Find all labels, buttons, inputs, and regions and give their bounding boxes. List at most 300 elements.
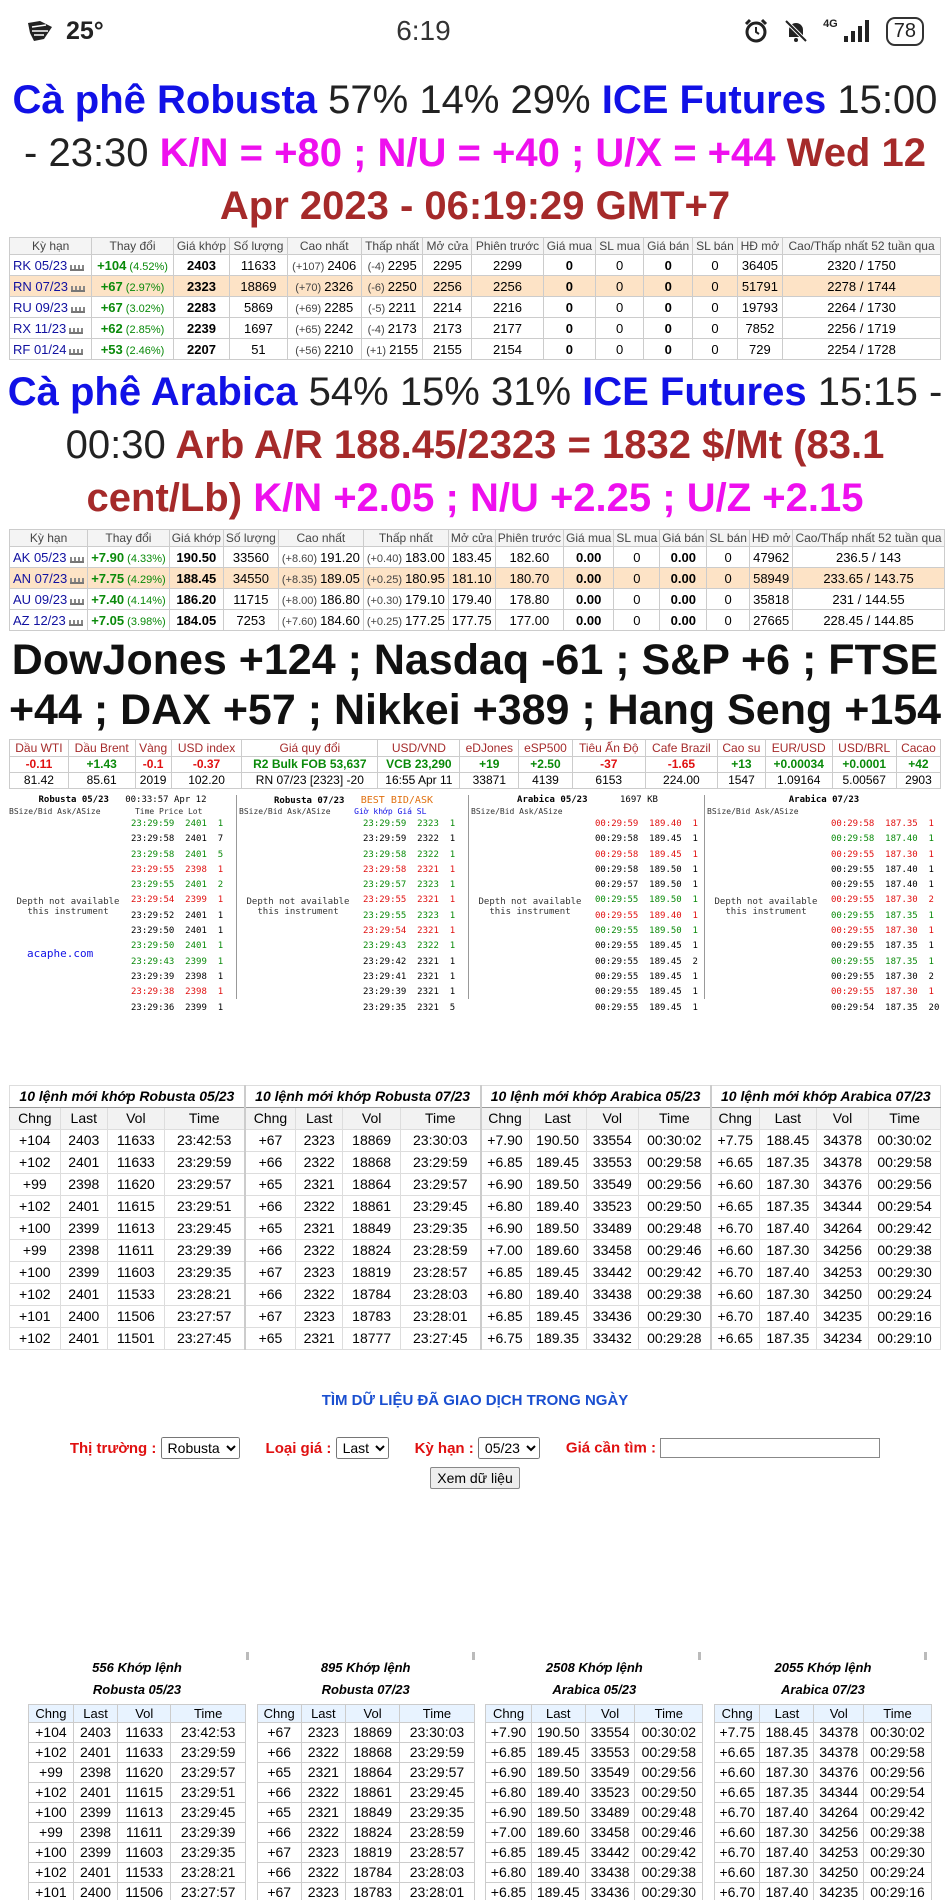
trade-count: 2508 Khớp lệnh [545, 1660, 643, 1675]
robusta-date: Wed 12 Apr 2023 - 06:19:29 GMT+7 [219, 131, 926, 228]
trade-cell: +6.85 [486, 1883, 531, 1900]
arabica-pct-down: 31% [490, 370, 572, 414]
trades-col-header: Last [296, 1108, 343, 1130]
open: 181.10 [448, 568, 495, 589]
contract-code: RN 07/23 [13, 278, 68, 294]
trade-cell: 34344 [814, 1783, 864, 1803]
bbo-robusta-0523 [9, 795, 237, 1013]
price-type-select[interactable] [336, 1437, 389, 1459]
alarm-icon [743, 18, 769, 44]
volume: 33560 [223, 547, 278, 568]
trade-cell: 00:29:42 [864, 1803, 932, 1823]
col-header: Time [171, 1705, 246, 1723]
ask-size: 0 [693, 297, 737, 318]
high-cell [287, 297, 361, 318]
chart-icon[interactable] [71, 282, 85, 292]
world-indices: DowJones +124 ; Nasdaq -61 ; S&P +6 ; FTSE +44 ; DAX +57 ; Nikkei +389 ; Hang Seng +154 [8, 636, 942, 734]
divider-mark [246, 1652, 249, 1660]
trade-cell: 2399 [73, 1803, 117, 1823]
trade-count: 2055 Khớp lệnh [774, 1660, 872, 1675]
trade-cell: +6.65 [714, 1743, 759, 1763]
contract-symbol[interactable] [10, 547, 88, 568]
trade-cell: 189.45 [531, 1743, 585, 1763]
tick-row: 00:29:55 189.50 1 [595, 895, 698, 906]
col-header: Chng [29, 1705, 74, 1723]
prev-close: 2154 [472, 339, 543, 360]
trade-row [714, 1783, 931, 1803]
tick-row: 23:29:59 2322 1 [363, 834, 456, 845]
trade-cell: 23:28:57 [400, 1843, 474, 1863]
trade-cell: 00:29:56 [635, 1763, 703, 1783]
trade-cell: 189.40 [529, 1196, 586, 1218]
trade-row [486, 1783, 703, 1803]
trade-cell: 23:29:59 [401, 1152, 481, 1174]
trade-cell: 00:29:16 [869, 1306, 941, 1328]
tick-row: 23:29:55 2398 1 [131, 864, 224, 875]
trades-block-title: 10 lệnh mới khớp Arabica 05/23 [481, 1086, 711, 1108]
trade-cell: 189.40 [531, 1783, 585, 1803]
header-row [257, 1705, 474, 1723]
tick-row: 00:29:55 189.45 1 [595, 987, 698, 998]
tick-row: 23:29:41 2321 1 [363, 971, 456, 982]
low-diff: (+0.25) [366, 573, 406, 586]
tick-row: 00:29:58 187.40 1 [831, 834, 934, 845]
open: 2256 [423, 276, 472, 297]
signal-icon [842, 18, 872, 44]
market-value: 224.00 [645, 773, 717, 789]
bbo-ara07-title: Arabica 07/23 [788, 795, 860, 805]
trade-cell: 23:27:57 [171, 1883, 246, 1900]
trade-cell: 00:30:02 [638, 1130, 710, 1152]
market-change: -0.37 [171, 757, 242, 773]
tick-row: 00:29:55 187.30 1 [831, 926, 934, 937]
tick-row: 23:29:39 2321 1 [363, 987, 456, 998]
prev-close: 2216 [472, 297, 543, 318]
last-price: 190.50 [169, 547, 223, 568]
robusta-row [10, 339, 941, 360]
trade-cell: +66 [245, 1196, 296, 1218]
tick-list [831, 817, 939, 1016]
52w-high-low: 2320 / 1750 [783, 255, 941, 276]
trade-cell: 187.30 [760, 1863, 814, 1883]
high-cell [278, 568, 363, 589]
trade-cell: 2322 [296, 1152, 343, 1174]
trade-cell: +6.60 [714, 1763, 759, 1783]
trade-cell: +6.90 [481, 1174, 530, 1196]
arabica-col-header: Thay đổi [88, 530, 169, 547]
high-cell [287, 276, 361, 297]
bid-price: 0.00 [564, 568, 614, 589]
trade-row [257, 1843, 474, 1863]
trade-cell: 00:30:02 [864, 1723, 932, 1743]
no-depth-message: Depth not available this instrument [246, 897, 350, 917]
trade-cell: 33549 [585, 1763, 635, 1783]
bbo-kb: 1697 KB [620, 795, 658, 805]
trade-cell: +66 [257, 1783, 301, 1803]
low-diff: (+0.25) [366, 615, 406, 628]
tick-row: 00:29:57 189.50 1 [595, 880, 698, 891]
market-col-header: eSP500 [519, 740, 572, 757]
chart-icon[interactable] [69, 616, 83, 626]
tick-row: 23:29:52 2401 1 [131, 910, 224, 921]
bid-size: 0 [596, 276, 644, 297]
market-value: 4139 [519, 773, 572, 789]
tick-row: 00:29:55 187.35 1 [831, 910, 934, 921]
tick-row: 00:29:55 189.50 1 [595, 926, 698, 937]
arabica-col-header: Phiên trước [495, 530, 563, 547]
bid-size: 0 [596, 297, 644, 318]
low-cell [363, 568, 448, 589]
low-diff: (+0.40) [366, 552, 406, 565]
trade-cell: 2323 [301, 1883, 345, 1900]
trade-row [29, 1823, 246, 1843]
trade-cell: 00:29:58 [869, 1152, 941, 1174]
contract-name: Robusta 07/23 [321, 1682, 410, 1697]
trade-cell: 33442 [586, 1262, 638, 1284]
trade-cell: 2398 [60, 1240, 107, 1262]
chart-icon[interactable] [69, 324, 83, 334]
bid-size: 0 [596, 318, 644, 339]
high-cell [278, 547, 363, 568]
network-type: 4G [823, 18, 838, 30]
trade-cell: 11613 [107, 1218, 164, 1240]
trade-cell: +99 [10, 1240, 61, 1262]
contract-symbol[interactable] [10, 276, 92, 297]
robusta-quote-table [9, 237, 941, 360]
trade-cell: +7.00 [481, 1240, 530, 1262]
trade-cell: 2401 [60, 1328, 107, 1350]
tick-row: 23:29:50 2401 1 [131, 926, 224, 937]
trade-row [29, 1763, 246, 1783]
trade-cell: 11615 [107, 1196, 164, 1218]
low-value: 180.95 [405, 570, 445, 586]
trade-cell: +100 [29, 1843, 74, 1863]
chart-icon[interactable] [70, 553, 84, 563]
change-pct: (3.98%) [124, 615, 166, 628]
52w-high-low: 2264 / 1730 [783, 297, 941, 318]
trade-cell: 23:29:59 [164, 1152, 245, 1174]
trade-cell: 23:29:35 [401, 1218, 481, 1240]
trade-cell: 189.50 [531, 1763, 585, 1783]
market-col-header: Giá quy đổi [242, 740, 378, 757]
bbo-header: BSize/Bid Ask/ASize [471, 807, 563, 816]
tick-row: 23:29:54 2399 1 [131, 895, 224, 906]
prev-close: 182.60 [495, 547, 563, 568]
change-cell [88, 589, 169, 610]
bid-price: 0.00 [564, 589, 614, 610]
col-header: Last [531, 1705, 585, 1723]
trade-cell: +6.80 [486, 1863, 531, 1883]
trade-cell: 34344 [816, 1196, 868, 1218]
contract-symbol[interactable] [10, 589, 88, 610]
arabica-title: Cà phê Arabica [7, 370, 298, 414]
arabica-pct-up: 54% [308, 370, 389, 414]
trade-cell: 23:29:57 [171, 1763, 246, 1783]
trade-cell: 18824 [343, 1240, 401, 1262]
trade-cell: 189.40 [529, 1284, 586, 1306]
trade-cell: 18868 [345, 1743, 399, 1763]
trade-cell: +6.90 [481, 1218, 530, 1240]
trade-cell: 2401 [60, 1196, 107, 1218]
site-logo-link[interactable]: acaphe.com [27, 947, 94, 960]
find-price-label: Giá cần tìm : [565, 1439, 656, 1457]
tick-row: 23:29:59 2401 1 [131, 819, 224, 829]
trade-cell: 33438 [586, 1284, 638, 1306]
trades-col-header: Time [401, 1108, 481, 1130]
change-value: +7.05 [91, 612, 125, 628]
markets-table [9, 739, 941, 789]
high-cell [287, 318, 361, 339]
trade-cell: 190.50 [531, 1723, 585, 1743]
bid-price: 0 [543, 255, 596, 276]
market-change: -1.65 [645, 757, 717, 773]
open: 177.75 [448, 610, 495, 631]
trade-cell: 23:29:35 [164, 1262, 245, 1284]
market-label: Thị trường : [69, 1440, 157, 1457]
market-col-header: Tiêu Ấn Độ [572, 740, 645, 757]
low-cell [363, 547, 448, 568]
open: 2173 [423, 318, 472, 339]
ask-size: 0 [707, 568, 750, 589]
robusta-row [10, 297, 941, 318]
contract-symbol[interactable] [10, 297, 92, 318]
robusta-col-header: Giá bán [644, 238, 693, 255]
trade-cell: 00:29:58 [864, 1743, 932, 1763]
market-select[interactable] [161, 1437, 240, 1459]
trade-cell: 18819 [345, 1843, 399, 1863]
view-data-button[interactable]: Xem dữ liệu [430, 1467, 520, 1489]
trade-cell: 00:29:24 [864, 1863, 932, 1883]
trade-cell: 2321 [296, 1328, 343, 1350]
high-diff: (+56) [295, 344, 325, 357]
trade-row [10, 1196, 941, 1218]
trade-cell: 33442 [585, 1843, 635, 1863]
trade-cell: 33438 [585, 1863, 635, 1883]
no-depth-message: Depth not available this instrument [714, 897, 818, 917]
tick-row: 23:29:50 2401 1 [131, 941, 224, 952]
trade-cell: 23:28:03 [401, 1284, 481, 1306]
market-value: 81.42 [10, 773, 69, 789]
bid-price: 0 [543, 318, 596, 339]
52w-high-low: 231 / 144.55 [793, 589, 944, 610]
change-value: +53 [100, 341, 123, 357]
contract-symbol[interactable] [10, 568, 88, 589]
market-value: RN 07/23 [2323] -20 [242, 773, 378, 789]
open-interest: 27665 [749, 610, 793, 631]
trades-col-header: Last [60, 1108, 107, 1130]
trade-row [486, 1883, 703, 1900]
trade-cell: +102 [10, 1152, 61, 1174]
trade-cell: 34253 [814, 1843, 864, 1863]
trade-cell: +6.60 [711, 1240, 760, 1262]
robusta-header [0, 70, 950, 237]
change-cell [88, 547, 169, 568]
market-value: 102.20 [171, 773, 242, 789]
52w-high-low: 2254 / 1728 [783, 339, 941, 360]
high-cell [278, 589, 363, 610]
trade-cell: 2323 [296, 1262, 343, 1284]
trade-cell: +66 [245, 1240, 296, 1262]
trade-cell: 00:29:58 [638, 1152, 710, 1174]
trade-cell: 34235 [814, 1883, 864, 1900]
contract-code: RK 05/23 [13, 257, 68, 273]
trade-cell: 34253 [816, 1262, 868, 1284]
trade-cell: 2321 [296, 1174, 343, 1196]
trade-cell: 33553 [585, 1743, 635, 1763]
chart-icon[interactable] [70, 261, 84, 271]
trade-cell: +65 [245, 1174, 296, 1196]
tick-row: 23:29:58 2401 5 [131, 849, 224, 860]
open: 183.45 [448, 547, 495, 568]
contract-symbol[interactable] [10, 318, 92, 339]
arabica-col-header: Giá bán [660, 530, 707, 547]
contract-symbol[interactable] [10, 339, 92, 360]
trade-row [10, 1240, 941, 1262]
trade-cell: +99 [29, 1823, 74, 1843]
trade-cell: +67 [245, 1262, 296, 1284]
market-col-header: Dầu Brent [68, 740, 135, 757]
trade-cell: 189.45 [531, 1843, 585, 1863]
trade-cell: +67 [245, 1130, 296, 1152]
trade-cell: 18861 [343, 1196, 401, 1218]
contract-symbol[interactable] [10, 610, 88, 631]
trade-cell: +6.70 [711, 1262, 760, 1284]
tick-row: 00:29:55 187.30 2 [831, 895, 934, 906]
trade-cell: 2400 [73, 1883, 117, 1900]
change-cell [88, 610, 169, 631]
low-diff: (+1) [366, 344, 390, 357]
trades-col-header: Last [529, 1108, 586, 1130]
trade-cell: 11633 [118, 1723, 171, 1743]
low-diff: (-6) [367, 281, 388, 294]
high-diff: (+107) [292, 260, 328, 273]
bid-price: 0.00 [564, 547, 614, 568]
prev-close: 178.80 [495, 589, 563, 610]
trade-cell: +104 [29, 1723, 74, 1743]
trade-cell: 00:29:46 [635, 1823, 703, 1843]
chart-icon[interactable] [71, 303, 85, 313]
trade-cell: 18864 [345, 1763, 399, 1783]
trade-row [29, 1723, 246, 1743]
market-col-header: eDJones [460, 740, 519, 757]
arabica-row [10, 610, 945, 631]
robusta-title: Cà phê Robusta [12, 78, 318, 122]
tick-list [363, 817, 455, 1016]
robusta-pct-flat: 14% [419, 78, 500, 122]
tick-row: 00:29:55 189.45 1 [595, 1002, 698, 1013]
tick-row: 00:29:55 189.45 2 [595, 956, 698, 967]
high-value: 2406 [327, 257, 357, 273]
bid-size: 0 [614, 610, 660, 631]
trade-cell: 34378 [814, 1743, 864, 1763]
chart-icon[interactable] [69, 345, 83, 355]
trade-cell: 34264 [816, 1218, 868, 1240]
trade-cell: 23:30:03 [400, 1723, 474, 1743]
trade-cell: 187.40 [759, 1262, 816, 1284]
chart-icon[interactable] [70, 595, 84, 605]
trade-cell: +99 [10, 1174, 61, 1196]
open-interest: 7852 [737, 318, 782, 339]
trade-cell: 23:29:57 [400, 1763, 474, 1783]
trades-col-header: Last [759, 1108, 816, 1130]
trade-cell: 00:29:48 [635, 1803, 703, 1823]
tick-row: 00:29:55 187.30 1 [831, 849, 934, 860]
trade-cell: 11633 [107, 1152, 164, 1174]
col-header: Last [301, 1705, 345, 1723]
change-pct: (2.85%) [122, 323, 165, 336]
bbo-arabica-0523 [471, 795, 705, 1013]
trade-row [257, 1763, 474, 1783]
trade-cell: 18849 [343, 1218, 401, 1240]
arabica-col-header: HĐ mở [749, 530, 793, 547]
ask-price: 0 [644, 276, 693, 297]
ask-size: 0 [707, 589, 750, 610]
high-value: 184.60 [320, 612, 360, 628]
ask-price: 0 [644, 297, 693, 318]
trade-cell: 11533 [118, 1863, 171, 1883]
robusta-hours: 15:00 - 23:30 [24, 78, 938, 175]
tick-row: 23:29:42 2321 1 [363, 956, 456, 967]
trade-cell: +99 [29, 1763, 74, 1783]
open-interest: 47962 [749, 547, 793, 568]
trade-cell: 11611 [118, 1823, 171, 1843]
volume: 1697 [230, 318, 287, 339]
ask-size: 0 [693, 255, 737, 276]
clock: 6:19 [396, 15, 451, 46]
tick-row: 23:29:39 2398 1 [131, 971, 224, 982]
market-change: -37 [572, 757, 645, 773]
trade-cell: 23:29:45 [164, 1218, 245, 1240]
trade-cell: 00:29:30 [635, 1883, 703, 1900]
trade-cell: 190.50 [529, 1130, 586, 1152]
robusta-row [10, 255, 941, 276]
low-value: 179.10 [405, 591, 445, 607]
tick-row: 00:29:54 187.35 20 [831, 1002, 940, 1013]
trade-cell: 34264 [814, 1803, 864, 1823]
trade-cell: 11633 [118, 1743, 171, 1763]
trade-cell: 2322 [296, 1284, 343, 1306]
last-price: 2403 [173, 255, 230, 276]
col-header: Last [760, 1705, 814, 1723]
contract-symbol[interactable] [10, 255, 92, 276]
trade-cell: 11620 [118, 1763, 171, 1783]
last-price: 184.05 [169, 610, 223, 631]
tick-row: 00:29:55 187.40 1 [831, 880, 934, 891]
market-col-header: Dầu WTI [10, 740, 69, 757]
robusta-col-header: SL mua [596, 238, 644, 255]
term-select[interactable] [478, 1437, 540, 1459]
trade-cell: 33489 [585, 1803, 635, 1823]
bell-muted-icon [783, 18, 809, 44]
trade-cell: 189.50 [529, 1174, 586, 1196]
find-price-input[interactable] [660, 1438, 880, 1458]
last-price: 2239 [173, 318, 230, 339]
chart-icon[interactable] [70, 574, 84, 584]
trade-cell: 18783 [345, 1883, 399, 1900]
trade-cell: +104 [10, 1130, 61, 1152]
tick-row: 00:29:55 187.30 2 [831, 971, 934, 982]
trade-row [29, 1743, 246, 1763]
trade-cell: 18869 [343, 1130, 401, 1152]
bbo-arabica-0723 [707, 795, 941, 1013]
trade-cell: 11613 [118, 1803, 171, 1823]
trade-row [714, 1743, 931, 1763]
trade-cell: 33549 [586, 1174, 638, 1196]
trade-row [10, 1284, 941, 1306]
trades-col-header: Time [638, 1108, 710, 1130]
robusta-col-header: Cao nhất [287, 238, 361, 255]
trade-row [29, 1863, 246, 1883]
